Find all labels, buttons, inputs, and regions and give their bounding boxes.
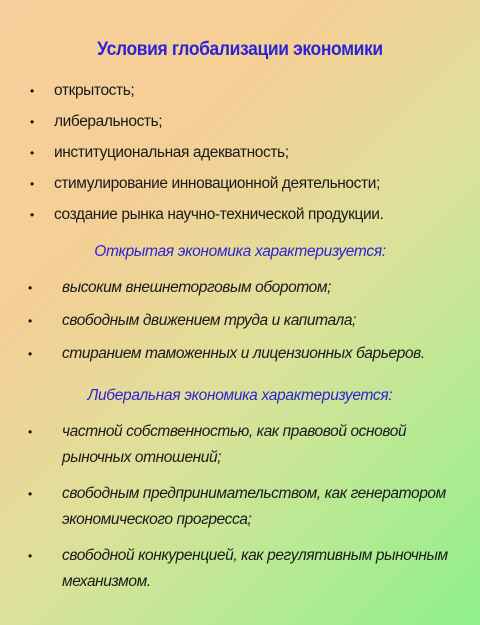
slide-title: Условия глобализации экономики [97, 39, 383, 60]
list-item [28, 308, 468, 341]
bullet-icon: • [30, 177, 34, 191]
list-item-text: открытость; [54, 82, 135, 99]
bullet-icon: • [28, 487, 32, 501]
bullet-icon: • [30, 115, 34, 129]
bullet-icon: • [30, 84, 34, 98]
list-item [28, 481, 468, 533]
list-item-text: либеральность; [54, 113, 163, 130]
list-item [30, 203, 470, 234]
bullet-icon: • [28, 549, 32, 563]
list-item-text: институциональная адекватность; [54, 144, 289, 161]
bullet-icon: • [30, 208, 34, 222]
list-item-text: свободной конкуренцией, как регулятивным рыночным механизмом. [62, 547, 448, 590]
bullet-icon: • [28, 314, 32, 328]
list-item [30, 141, 470, 172]
list-item-text: свободным движением труда и капитала; [62, 312, 356, 329]
list-item-text: высоким внешнеторговым оборотом; [62, 279, 332, 296]
liberal-economy-heading: Либеральная экономика характеризуется: [87, 387, 393, 404]
list-item [28, 275, 468, 308]
list-item [28, 419, 468, 471]
open-economy-list [28, 275, 468, 374]
liberal-economy-list [28, 419, 468, 605]
bullet-icon: • [28, 281, 32, 295]
list-item [30, 110, 470, 141]
list-item-text: создание рынка научно-технической продукции. [54, 206, 384, 223]
list-item [28, 341, 468, 374]
bullet-icon: • [30, 146, 34, 160]
list-item-text: свободным предпринимательством, как генератором экономического прогресса; [62, 485, 446, 528]
list-item [30, 172, 470, 203]
bullet-icon: • [28, 347, 32, 361]
open-economy-heading: Открытая экономика характеризуется: [94, 243, 386, 260]
list-item-text: стиранием таможенных и лицензионных барьеров. [62, 345, 425, 362]
list-item-text: стимулирование инновационной деятельности; [54, 175, 380, 192]
list-item [28, 543, 468, 595]
conditions-list [30, 79, 470, 234]
list-item [30, 79, 470, 110]
list-item-text: частной собственностью, как правовой основой рыночных отношений; [62, 423, 407, 466]
bullet-icon: • [28, 425, 32, 439]
